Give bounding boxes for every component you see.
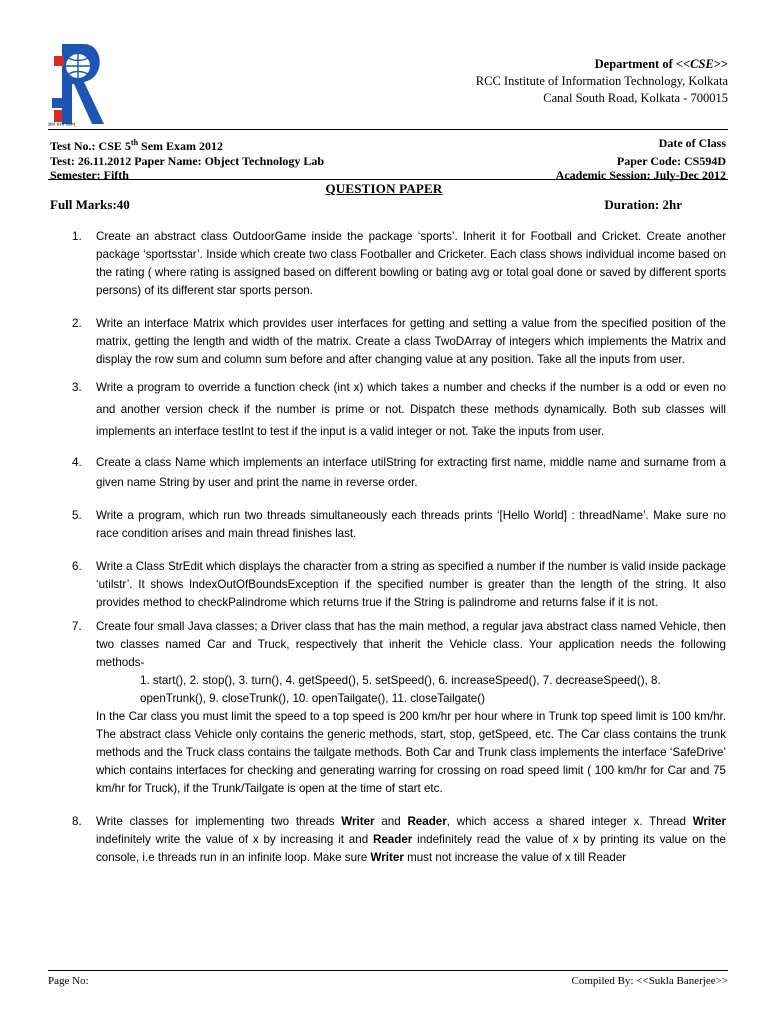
paper-code: Paper Code: CS594D (616, 153, 726, 168)
page-title: QUESTION PAPER (325, 181, 443, 196)
question-item: 3. Write a program to override a function check (int x) which takes a number and checks if the number is a odd or even no and another version check if the number is prime or not. Dispatch these methods dynamically. Both sub classes will implements an interface testInt to test if the input is a valid integer or not. Take the inputs from user. (68, 377, 726, 443)
question-text: Create a class Name which implements an interface utilString for extracting first name, middle name and surname from a given name String by user and print the name in reverse order. (96, 456, 726, 489)
question-text: In the Car class you must limit the speed to a top speed is 200 km/hr per hour where in Trunk top speed limit is 100 km/hr. The abstract class Vehicle only contains the generic methods, start, stop, getSpeed, etc. The Car class contains the trunk methods and the Truck class contains the tailgate methods. Both Car and Trunk class implements the interface ‘SafeDrive’ which contains interfaces for checking and generating warring for crossing on road speed limit ( 100 km/hr for Car and 75 km/hr for Truck), if the Trunk/Tailgate is open at the time of start etc. (96, 710, 726, 795)
question-item: 2. Write an interface Matrix which provides user interfaces for getting and setting a value from the specified position of the matrix, getting the length and width of the matrix. Create a class TwoDArray of integers which implements the Matrix and display the row sum and column sum before and after changing value at any position. Take all the inputs from user. (68, 315, 726, 369)
test-line: Test: 26.11.2012 Paper Name: Object Technology Lab (50, 153, 325, 168)
page-number-label: Page No: (48, 975, 89, 987)
question-item: 5. Write a program, which run two threads simultaneously each threads prints ‘[Hello World] : threadName’. Make sure no race condition arises and main thread finishes last. (68, 507, 726, 543)
question-item: 7. Create four small Java classes; a Driver class that has the main method, a regular java abstract class named Vehicle, then two classes named Car and Truck, respectively that inherit the Vehicle class. Your application needs the following methods- 1. start(), 2. stop(), 3. turn(), 4. getSpeed(), 5. setSpeed(), 6. increaseSpeed(), 7. decreaseSpeed(), 8. openTrunk(), 9. closeTrunk(), 10. openTailgate(), 11. closeTailgate() In the Car class you must limit the speed to a top speed is 200 km/hr per hour where in Trunk top speed limit is 100 km/hr. The abstract class Vehicle only contains the generic methods, start, stop, getSpeed, etc. The Car class contains the trunk methods and the Truck class contains the tailgate methods. Both Car and Trunk class implements the interface ‘SafeDrive’ which contains interfaces for checking and generating warring for crossing on road speed limit ( 100 km/hr for Car and 75 km/hr for Truck), if the Trunk/Tailgate is open at the time of start etc. (68, 618, 726, 798)
question-text: Create an abstract class OutdoorGame inside the package ‘sports’. Inherit it for Football and Cricket. Create another package ‘sportsstar’. Inside which create two class Footballer and Cricketer. Each class shows individual income based on the rating ( where rating is assigned based on different bowling or bating avg or total goal done or saved by different sports persons) of its different star sports person. (96, 230, 726, 297)
test-no: Test No.: CSE 5th Sem Exam 2012 (50, 138, 224, 153)
department-header (476, 56, 728, 107)
footer-divider (48, 970, 728, 971)
date-of-class: Date of Class (658, 136, 726, 150)
academic-session: Academic Session: July-Dec 2012 (555, 168, 726, 182)
page-footer (48, 975, 728, 987)
question-item: 1. Create an abstract class OutdoorGame inside the package ‘sports’. Inherit it for Football and Cricket. Create another package ‘sportsstar’. Inside which create two class Footballer and Cricketer. Each class shows individual income based on the rating ( where rating is assigned based on different bowling or bating avg or total goal done or saved by different sports persons) of its different star sports person. (68, 228, 726, 300)
logo-caption: ज्ञानं परमं बलम् (48, 122, 76, 128)
header-divider (48, 129, 728, 130)
question-text: Write classes for implementing two threads Writer and Reader, which access a shared integer x. Thread Writer indefinitely write the value of x by increasing it and Reader indefinitely read the value of x by printing its value on the console, i.e threads run in an infinite loop. Make sure Writer must not increase the value of x till Reader (96, 815, 726, 864)
institute-name: RCC Institute of Information Technology, Kolkata (475, 74, 728, 88)
full-marks: Full Marks:40 (50, 197, 130, 212)
question-intro: Create four small Java classes; a Driver class that has the main method, a regular java abstract class named Vehicle, then two classes named Car and Truck, respectively that inherit the Vehicle class. Your application needs the following methods- (96, 620, 726, 669)
department-name: Department of <<CSE>> (594, 57, 728, 71)
compiled-by: Compiled By: <<Sukla Banerjee>> (571, 975, 728, 987)
question-text: Write an interface Matrix which provides user interfaces for getting and setting a value from the specified position of the matrix, getting the length and width of the matrix. Create a class TwoDArray of integers which implements the Matrix and display the row sum and column sum before and after changing value at any position. Take all the inputs from user. (96, 317, 726, 366)
question-text: Write a program to override a function check (int x) which takes a number and checks if the number is a odd or even no and another version check if the number is prime or not. Dispatch these methods dynamically. Both sub classes will implements an interface testInt to test if the input is a valid integer or not. Take the inputs from user. (96, 381, 726, 438)
institute-address: Canal South Road, Kolkata - 700015 (543, 91, 728, 105)
question-item: 4. Create a class Name which implements an interface utilString for extracting first name, middle name and surname from a given name String by user and print the name in reverse order. (68, 453, 726, 493)
question-list (68, 228, 726, 867)
institute-logo (48, 42, 108, 130)
marks-row (50, 197, 726, 213)
semester: Semester: Fifth (50, 168, 129, 182)
duration: Duration: 2hr (604, 197, 682, 212)
question-item: 8. Write classes for implementing two threads Writer and Reader, which access a shared integer x. Thread Writer indefinitely write the value of x by increasing it and Reader indefinitely read the value of x by printing its value on the console, i.e threads run in an infinite loop. Make sure Writer must not increase the value of x till Reader (68, 813, 726, 867)
meta-divider (48, 179, 728, 180)
question-text: Write a program, which run two threads simultaneously each threads prints ‘[Hello World] : threadName’. Make sure no race condition arises and main thread finishes last. (96, 509, 726, 540)
exam-meta (50, 136, 726, 183)
question-text: Write a Class StrEdit which displays the character from a string as specified a number if the number is valid inside package ‘utilstr’. It shows IndexOutOfBoundsException if the specified number is greater than the length of the string. It also provides method to checkPalindrome which returns true if the String is palindrome and returns false if it is not. (96, 560, 726, 609)
question-methods: 1. start(), 2. stop(), 3. turn(), 4. getSpeed(), 5. setSpeed(), 6. increaseSpeed(), 7. decreaseSpeed(), 8. openTrunk(), 9. closeTrunk(), 10. openTailgate(), 11. closeTailgate() (140, 674, 661, 705)
question-item: 6. Write a Class StrEdit which displays the character from a string as specified a number if the number is valid inside package ‘utilstr’. It shows IndexOutOfBoundsException if the specified number is greater than the length of the string. It also provides method to checkPalindrome which returns true if the String is palindrome and returns false if it is not. (68, 558, 726, 612)
